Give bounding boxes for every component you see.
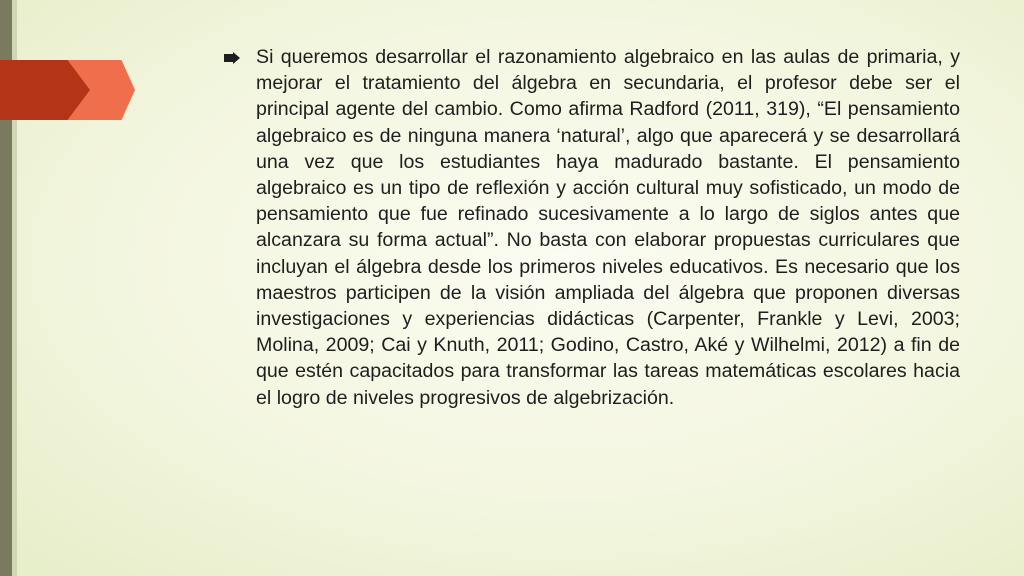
bullet-paragraph: Si queremos desarrollar el razonamiento algebraico en las aulas de primaria, y mejorar el tratamiento del álgebra en secundaria, el profesor debe ser el principal agente del cambio. Como afirma Radford (2011, 319), “El pensamiento algebraico es de ninguna manera ‘natural’, algo que aparecerá y se desarrollará una vez que los estudiantes haya madurado bastante. El pensamiento algebraico es un tipo de reflexión y acción cultural muy sofisticado, un modo de pensamiento que fue refinado sucesivamente a lo largo de siglos antes que alcanzara su forma actual”. No basta con elaborar propuestas curriculares que incluyan el álgebra desde los primeros niveles educativos. Es necesario que los maestros participen de la visión ampliada del álgebra que proponen diversas investigaciones y experiencias didácticas (Carpenter, Frankle y Levi, 2003; Molina, 2009; Cai y Knuth, 2011; Godino, Castro, Aké y Wilhelmi, 2012) a fin de que estén capacitados para transformar las tareas matemáticas escolares hacia el logro de niveles progresivos de algebrización.: [256, 46, 960, 409]
slide-content: [224, 44, 960, 411]
arrow-bullet-icon: [224, 52, 240, 64]
